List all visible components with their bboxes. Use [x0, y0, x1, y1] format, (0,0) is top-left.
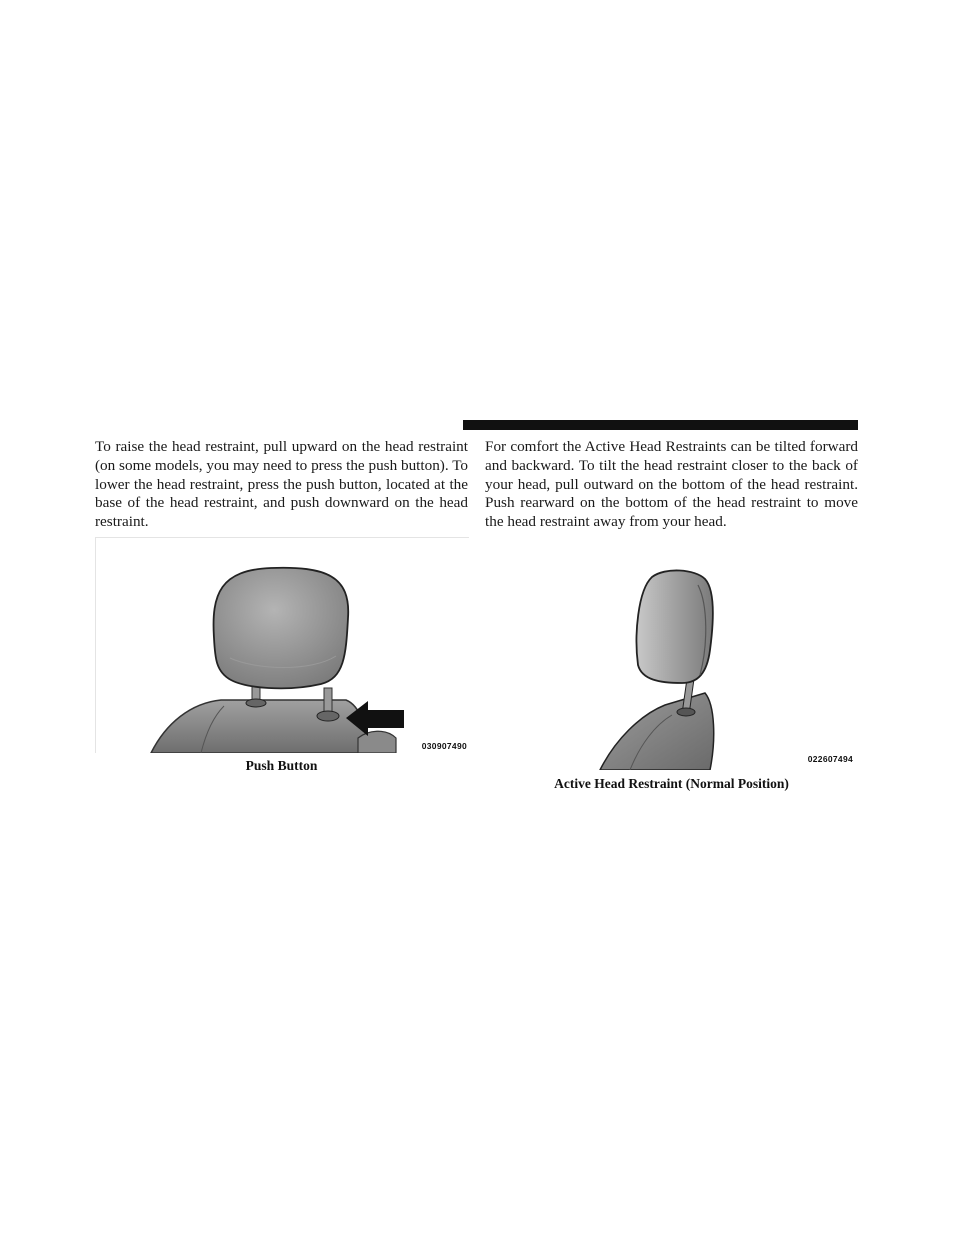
figure-image-code: 022607494 [807, 754, 853, 764]
push-button-caption: Push Button [245, 758, 318, 773]
left-body-paragraph: To raise the head restraint, pull upward on the head restraint (on some models, you may need to press the push button). To lower the head restraint, press the push button, located at the base of the head restraint, and push downward on the head restraint. [95, 438, 468, 531]
active-head-restraint-illustration [590, 565, 860, 770]
section-header-bar [463, 420, 858, 430]
push-button-figure [95, 537, 469, 753]
right-body-paragraph: For comfort the Active Head Restraints can be tilted forward and backward. To tilt the head restraint closer to the back of your head, pull outward on the bottom of the head restraint. Push rearward on the bottom of the head restraint to move the head restraint away from your head. [485, 438, 858, 531]
active-head-restraint-caption: Active Head Restraint (Normal Position) [554, 776, 789, 791]
active-head-restraint-figure [590, 565, 860, 770]
head-restraint-illustration [96, 538, 469, 753]
figure-image-code: 030907490 [421, 741, 467, 751]
